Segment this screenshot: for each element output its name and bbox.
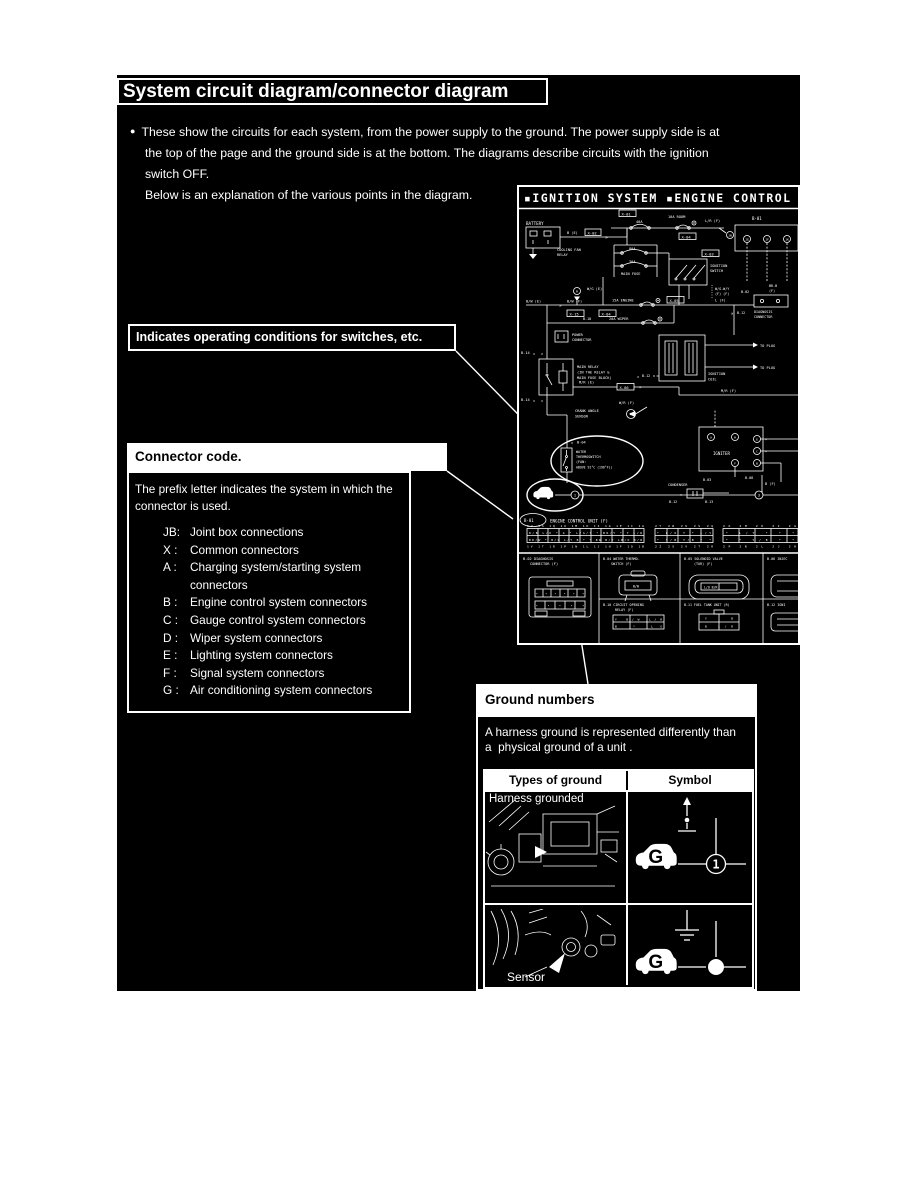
list-item — [163, 542, 403, 560]
item-label: Joint box connections — [190, 525, 304, 539]
bullet-icon: ● — [130, 126, 136, 136]
b02-row1: * * * * * * — [536, 592, 584, 596]
item-label: Air conditioning system connectors — [190, 683, 373, 698]
list-item — [163, 630, 403, 648]
ground-number-1: 1 — [573, 493, 577, 498]
b01-pins-bot3: 2P 2N 2L 2J 2H — [723, 544, 796, 549]
junction-x-icon: × — [533, 352, 536, 356]
wire-bw-e-label: B/W (E) — [526, 299, 542, 304]
b10-row1: Y B/W L/R — [615, 617, 662, 622]
thermoswitch-condition: ABOVE 91°C (196°F)) — [576, 465, 613, 470]
crank-sensor-label: CRANK ANGLE — [575, 409, 599, 413]
b05-wire: L/O B/R — [704, 585, 718, 590]
crank-sensor-label: SENSOR — [575, 414, 588, 419]
wire-mr-f-label: M/R (F) — [721, 389, 737, 393]
battery-label: BATTERY — [526, 221, 544, 226]
b11-title: B-11 FUEL TANK UNIT (R) — [684, 603, 730, 607]
item-label: Lighting system connectors — [190, 648, 333, 663]
b10-title: B-10 CIRCUIT OPENING — [603, 603, 644, 607]
b01-circled-label: B-01 — [524, 518, 534, 523]
igniter-pin-e: E — [756, 437, 758, 442]
ground-letter: G — [648, 951, 664, 973]
connector-arrow-icon: » — [559, 303, 562, 309]
igniter-pin-b: B — [756, 461, 758, 466]
item-label: Wiper system connectors — [190, 630, 323, 645]
igniter-pin-h: H — [734, 435, 736, 440]
harness-ground-illustration — [485, 792, 624, 899]
b10-row2: B * LG — [615, 624, 662, 629]
row-label: Harness grounded — [489, 793, 584, 805]
b01-row6: * * Y/B * * — [726, 538, 794, 542]
connector-b04 — [603, 557, 657, 601]
list-item — [163, 647, 403, 665]
to-plug-label: TO PLUG — [760, 366, 776, 370]
b01-row2: BR/W * B/O L/Y B * * BR B/Y LB/O B/W — [529, 538, 642, 542]
b11-row2: B L/R — [705, 624, 733, 629]
b13-label: B-13 — [705, 500, 714, 504]
connector-b11 — [684, 603, 739, 630]
circuit-diagram — [519, 187, 798, 643]
to-plug-label: TO PLUG — [760, 344, 776, 348]
crank-angle-sensor — [575, 407, 647, 419]
diagnosis-label: DIAGNOSIS — [754, 310, 773, 314]
item-prefix: JB: — [163, 525, 181, 539]
car-ground-icon — [636, 844, 677, 869]
junction-x-icon: × — [680, 493, 683, 497]
item-label — [190, 559, 403, 594]
ground-letter: G — [648, 846, 664, 868]
ground-numbers-title: Ground numbers — [476, 684, 757, 715]
main-relay — [539, 359, 612, 395]
x04-label: X-04 — [681, 234, 691, 240]
wire-lr-label: L/R (F) — [705, 219, 721, 223]
b05-title: (TUR) (F) — [694, 562, 713, 566]
page-title: System circuit diagram/connector diagram — [117, 78, 548, 105]
item-prefix: C : — [163, 612, 179, 627]
battery-symbol — [526, 221, 560, 259]
ignition-switch-label: SWITCH — [710, 269, 723, 273]
b05-title: B-05 SOLENOID VALVE — [684, 557, 723, 561]
b01-name: ENGINE CONTROL UNIT (F) — [550, 518, 608, 524]
b04-tag: B-04 — [577, 440, 586, 445]
b01-pins-top3: 2O 2M 2K 2I 2G — [723, 524, 796, 528]
igniter-pin-c: C — [756, 449, 758, 454]
b12-coil-tag: B-12 — [642, 374, 651, 378]
ignition-coil-label: COIL — [708, 377, 717, 382]
junction-x-icon: × — [533, 399, 536, 403]
connector-a-label: A — [576, 289, 578, 294]
connector-arrow-icon: » — [765, 437, 768, 442]
b11-row1: Y B — [705, 616, 733, 621]
bw-wire — [526, 297, 754, 336]
item-prefix: X : — [163, 542, 178, 557]
fuse-10a-room — [668, 215, 720, 229]
b08-label: B-08 — [745, 476, 754, 480]
manual-black-page — [117, 75, 800, 991]
connector-ref-x15 — [567, 310, 584, 317]
b14-label: B-14 — [521, 398, 530, 402]
connector-code-desc-1: The prefix letter indicates the system in which the — [135, 482, 393, 496]
wire-b-f-label: B (F) — [765, 482, 776, 486]
harness-grounded-cell — [485, 792, 628, 903]
ground-number: 1 — [712, 857, 720, 872]
ground-letter: G — [540, 488, 546, 500]
intro-text-2: the top of the page and the ground side is at the bottom. The diagrams describe circuits with the ignition — [145, 146, 709, 160]
ecu-pin-1k: 1K — [785, 237, 789, 242]
operating-conditions-callout: Indicates operating conditions for switches, etc. — [128, 324, 456, 351]
ground-types-table — [483, 769, 754, 989]
igniter-pin-a: A — [710, 435, 712, 440]
b02-tag: B-02 — [741, 290, 750, 294]
connector-ref-x06 — [617, 384, 634, 391]
sensor-label: Sensor — [507, 970, 546, 984]
item-label: Common connectors — [190, 542, 299, 557]
ecu-pin-1b: 1B — [728, 233, 732, 238]
junction-x-icon: × — [541, 399, 544, 403]
fuse-40a — [619, 210, 650, 229]
b02-title: B-02 DIAGNOSIS — [523, 557, 554, 561]
fuse-30a-label: 30A — [629, 260, 636, 264]
condenser-label: CONDENSER — [668, 483, 688, 487]
wire-bw-f-label: B/W (F) — [567, 299, 583, 304]
unit-grounded-row — [485, 903, 752, 985]
unit-ground-symbol — [628, 905, 748, 983]
b01-pins-top: 1U 1S 1Q 1O 1M 1K 1I 1G 1E 1C 1A — [527, 524, 644, 528]
fuse-20a-label: 20A WIPER — [609, 317, 629, 321]
x01-label: X-01 — [621, 211, 631, 217]
b02-row2: * * * * * — [536, 604, 584, 608]
connector-b02 — [523, 557, 591, 617]
diagram-title: ▪IGNITION SYSTEM ▪ENGINE CONTROL — [524, 191, 790, 205]
b12-cond-label: B-12 — [669, 500, 678, 504]
wire-mr-e-label: M/R (E) — [579, 380, 595, 385]
condition-note: W/G-W/Y — [715, 287, 730, 291]
wire-label: B (E) — [567, 231, 578, 235]
b04-title: B-04 WATER THERMO- — [603, 557, 640, 561]
b01-row1: R/B L/O * G * L/G/Y * BR/Y * Y L/R — [529, 531, 642, 535]
ecu-top-edge — [719, 216, 798, 282]
diagnosis-connector — [741, 290, 788, 319]
b12-tag: B-12 — [737, 311, 746, 315]
connector-ref-x02 — [585, 229, 601, 236]
ground-numbers-box — [476, 715, 757, 991]
thermoswitch-label: THERMOSWITCH — [576, 455, 601, 459]
b04-title: SWITCH (F) — [611, 562, 632, 566]
list-item — [163, 682, 403, 700]
b01-pins-top2: 2Y 2W 2U 2S 2Q — [655, 524, 713, 528]
b01-pins-bot: 1V 1T 1R 1P 1N 1L 1J 1H 1F 1D 1B — [527, 544, 644, 549]
connector-code-list — [135, 524, 403, 700]
item-label: Gauge control system connectors — [190, 612, 366, 627]
desc-line1: A harness ground is represented differently than — [485, 725, 736, 739]
connector-grid — [519, 553, 798, 643]
connector-arrow-icon: » — [639, 385, 642, 391]
circuit-diagram-panel — [517, 185, 800, 645]
b03-label: B-03 — [703, 478, 712, 482]
ground-number-3: 3 — [757, 493, 761, 498]
main-relay-label: MAIN FUSE BLOCK) — [577, 376, 612, 380]
connector-code-box — [127, 471, 411, 713]
item-prefix: B : — [163, 595, 178, 610]
ecu-pin-1f: 1F — [765, 237, 769, 242]
junction-x-icon: × — [637, 375, 640, 379]
igniter-pin-f: F — [734, 461, 736, 466]
main-relay-label: MAIN RELAY — [577, 365, 599, 369]
junction-x-icon: × — [571, 441, 574, 445]
power-connector — [555, 331, 592, 342]
desc-line2: a physical ground of a unit . — [485, 740, 633, 754]
cooling-fan-relay-label: COOLING FAN — [557, 248, 581, 252]
connector-code-title: Connector code. — [127, 443, 447, 471]
unit-ground-illustration — [485, 909, 624, 985]
list-item — [163, 612, 403, 630]
list-item — [163, 559, 403, 594]
b12-title: B-12 IGNI — [767, 603, 786, 607]
car-ground-icon — [636, 949, 677, 974]
unit-grounded-symbol — [628, 905, 752, 985]
b06-title: B-06 INJEC — [767, 557, 788, 561]
x02-label: X-02 — [587, 230, 597, 236]
harness-ground-highlight — [527, 479, 798, 511]
x03-label: X-03 — [704, 251, 714, 257]
thermoswitch-label: (FAN: — [576, 460, 587, 464]
x05-label: X-05 — [669, 297, 679, 303]
list-item — [163, 524, 403, 542]
b01-row4: * Y/B Y/B * * — [657, 538, 711, 542]
harness-ground-symbol — [628, 792, 748, 899]
condition-note: BR-B — [769, 284, 778, 288]
igniter-label: IGNITER — [713, 451, 730, 456]
b01-top-label: B-01 — [752, 216, 762, 221]
unit-grounded-cell — [485, 905, 628, 985]
cooling-fan-relay-label: RELAY — [557, 253, 568, 257]
item-prefix: G : — [163, 683, 179, 698]
ignition-coil — [659, 335, 775, 382]
col-types-of-ground: Types of ground — [485, 771, 628, 790]
main-relay-label: (IN THE RELAY & — [577, 370, 610, 375]
car-ground-icon — [533, 487, 553, 499]
junction-x-icon: × — [731, 311, 734, 316]
harness-grounded-row — [485, 790, 752, 903]
list-item — [163, 594, 403, 612]
connector-ref-x04 — [679, 233, 696, 240]
col-symbol: Symbol — [668, 773, 712, 787]
b01-row3: * L/O Y * L/Y — [657, 531, 711, 535]
main-fuse-block — [614, 228, 657, 277]
b10-title: RELAY (F) — [615, 608, 634, 612]
connector-ref-x04b — [599, 310, 616, 317]
connector-b10 — [603, 603, 664, 629]
item-prefix: D : — [163, 630, 179, 645]
intro-text-4: Below is an explanation of the various points in the diagram. — [145, 188, 473, 202]
x04b-label: X-04 — [601, 311, 611, 317]
connector-b05 — [684, 557, 749, 599]
power-connector-label: POWER — [572, 333, 583, 337]
item-label-line2: connectors — [190, 577, 248, 592]
b04-wire: B/W — [633, 584, 639, 589]
water-thermoswitch-highlight — [551, 436, 643, 486]
b01-row5: * L/Y * * * — [726, 531, 794, 535]
x15-label: X-15 — [569, 311, 579, 317]
connector-b06 — [767, 557, 798, 597]
condition-note: (F) (F) — [715, 292, 730, 296]
b01-pin-table — [520, 514, 798, 549]
fuse-10a-label: 10A ROOM — [668, 215, 686, 219]
item-prefix: F : — [163, 665, 177, 680]
connector-arrow-icon: » — [765, 449, 768, 454]
wire-wg-label: W/G (E) — [587, 287, 603, 291]
intro-line — [130, 121, 719, 143]
b18-label: B-18 — [583, 317, 592, 321]
intro-text-1: These show the circuits for each system, from the power supply to the ground. The power supply side is at — [141, 125, 720, 139]
x06-label: X-06 — [619, 384, 629, 390]
ignition-coil-label: IGNITION — [708, 372, 726, 376]
harness-grounded-symbol — [628, 792, 752, 903]
main-fuse-label: MAIN FUSE — [621, 272, 641, 276]
connector-arrow-icon: » — [605, 235, 609, 241]
list-item — [163, 665, 403, 683]
item-prefix: E : — [163, 648, 178, 663]
ecu-pin-1e: 1E — [745, 237, 749, 242]
connector-b12 — [767, 603, 798, 631]
thermoswitch-label: WATER — [576, 450, 587, 454]
item-label-line1: Charging system/starting system — [190, 560, 362, 575]
b02-title: CONNECTOR (F) — [530, 562, 559, 566]
item-prefix: A : — [163, 560, 177, 575]
battery-feed-wires — [560, 228, 724, 240]
ground-numbers-desc — [478, 717, 755, 755]
fuse-15a-label: 15A ENGINE — [612, 298, 634, 303]
item-label: Signal system connectors — [190, 665, 325, 680]
power-connector-label: CONNECTOR — [572, 338, 592, 342]
fuse-80a-label: 80A — [629, 247, 636, 251]
junction-x-icon: × — [541, 352, 544, 356]
b14-label: B-14 — [521, 351, 530, 355]
igniter — [699, 409, 798, 482]
item-label: Engine control system connectors — [190, 595, 368, 610]
wire-l-label: L (F) — [715, 298, 726, 303]
ignition-switch-label: IGNITION — [710, 264, 728, 268]
table-header-row — [485, 771, 752, 790]
b01-pins-bot2: 2Z 2X 2V 2T 2R — [655, 544, 713, 549]
connector-code-desc-2: connector is used. — [135, 499, 231, 513]
condition-note: (F) — [769, 289, 776, 293]
wire-wr-f-label: W/R (F) — [619, 401, 635, 405]
fuse-40a-label: 40A — [636, 220, 643, 224]
intro-text-3: switch OFF. — [145, 167, 210, 181]
diagnosis-label: CONNECTOR — [754, 315, 773, 319]
